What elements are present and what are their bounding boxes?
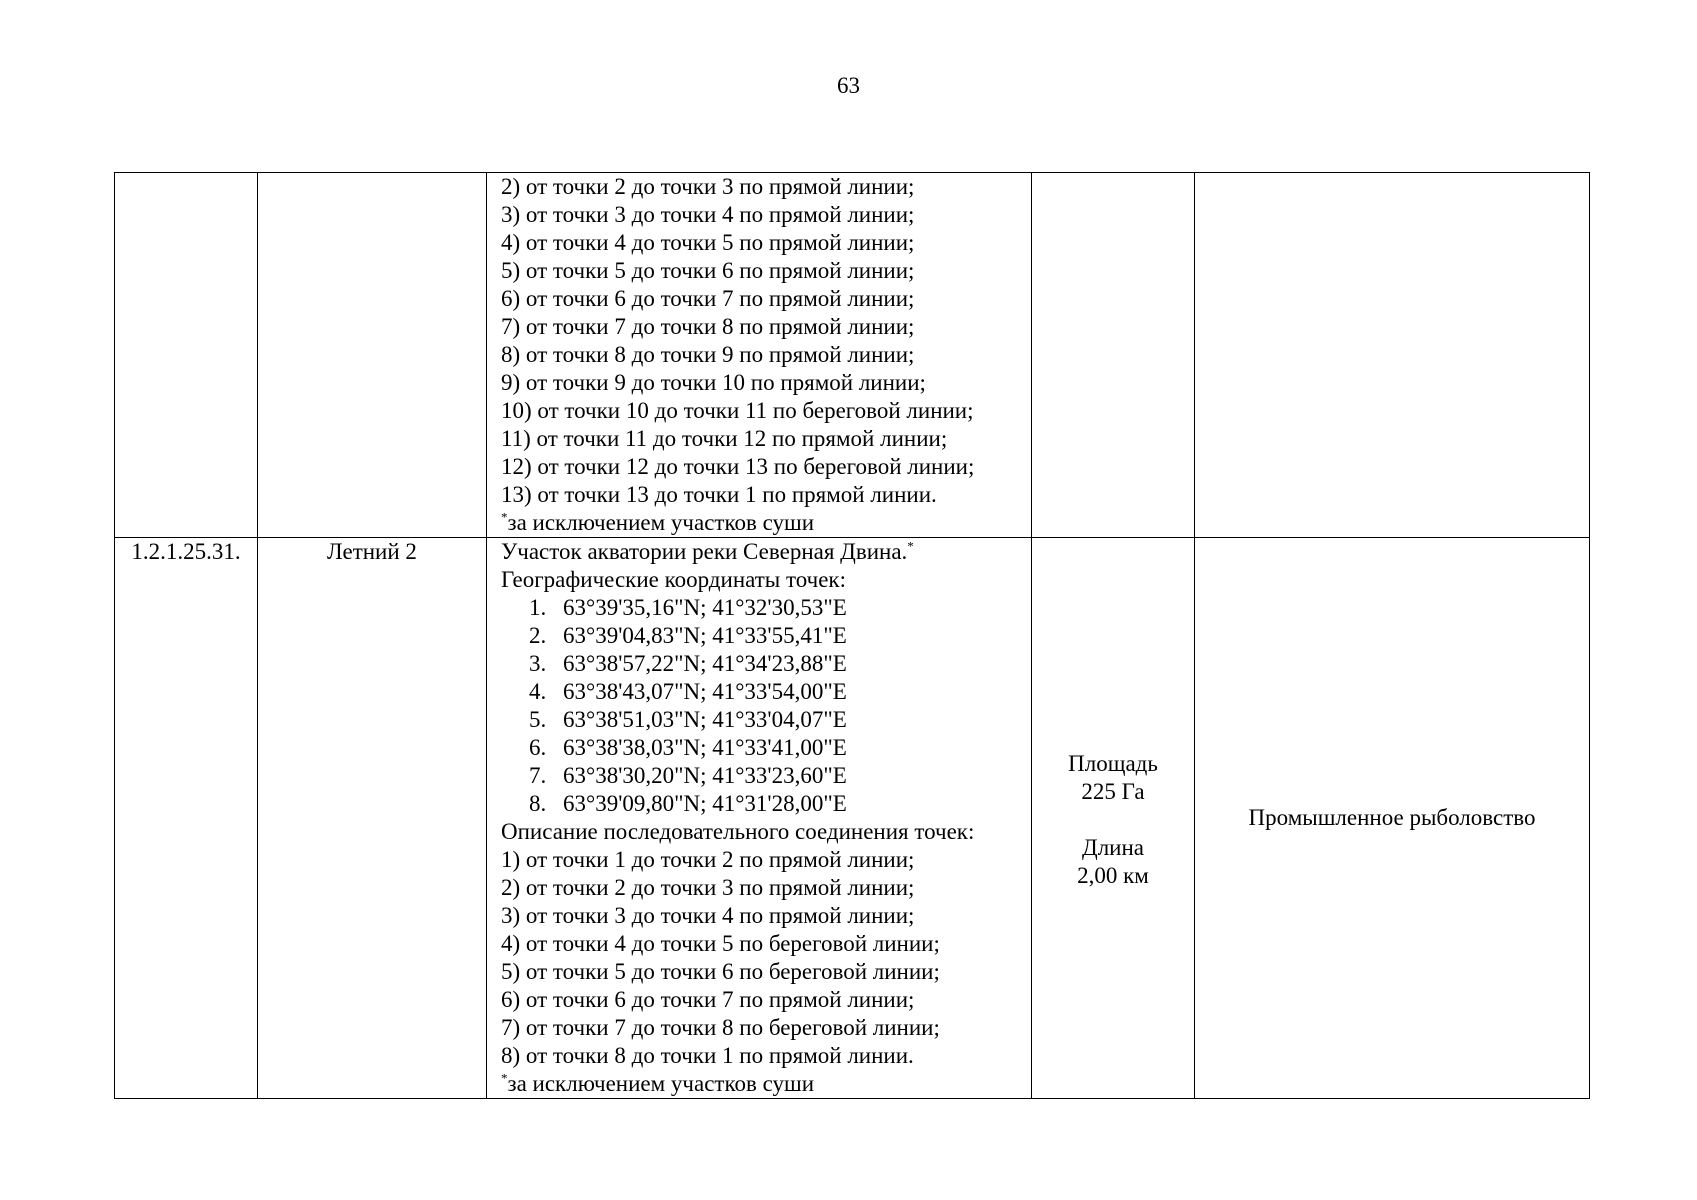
segment-line: 2) от точки 2 до точки 3 по прямой линии; [501, 875, 915, 900]
segment-line: 4) от точки 4 до точки 5 по прямой линии; [501, 230, 915, 255]
coordinate-item [501, 650, 1027, 678]
cell-metrics [1032, 173, 1195, 538]
coordinate-value: 63°39'35,16"N; 41°32'30,53"E [563, 595, 847, 620]
cell-description [487, 173, 1032, 538]
cell-purpose [1195, 173, 1590, 538]
coordinate-item [501, 734, 1027, 762]
coordinate-number: 8. [529, 791, 547, 816]
segment-line: 12) от точки 12 до точки 13 по береговой линии; [501, 454, 975, 479]
segment-line: 2) от точки 2 до точки 3 по прямой линии; [501, 174, 915, 199]
cell-description [487, 538, 1032, 1099]
area-label: Площадь [1068, 751, 1158, 776]
coordinate-item [501, 622, 1027, 650]
segment-line: 10) от точки 10 до точки 11 по береговой линии; [501, 398, 974, 423]
segment-line: 7) от точки 7 до точки 8 по прямой линии; [501, 314, 915, 339]
coordinate-number: 3. [529, 651, 547, 676]
segment-line: 6) от точки 6 до точки 7 по прямой линии; [501, 987, 915, 1012]
coords-heading: Географические координаты точек: [501, 567, 846, 592]
coordinate-number: 4. [529, 679, 547, 704]
footnote [501, 1070, 1027, 1098]
cell-number: 1.2.1.25.31. [115, 538, 258, 1099]
segment-line: 8) от точки 8 до точки 1 по прямой линии. [501, 1043, 914, 1068]
segment-line: 3) от точки 3 до точки 4 по прямой линии; [501, 903, 915, 928]
footnote-text: за исключением участков суши [507, 510, 815, 535]
segment-line: 1) от точки 1 до точки 2 по прямой линии; [501, 847, 915, 872]
segment-line: 11) от точки 11 до точки 12 по прямой линии; [501, 426, 948, 451]
area-title-text: Участок акватории реки Северная Двина. [501, 539, 908, 564]
coordinate-number: 5. [529, 707, 547, 732]
footnote-mark: * [907, 538, 914, 554]
coordinate-value: 63°38'38,03"N; 41°33'41,00"E [563, 735, 847, 760]
footnote-mark: * [501, 1070, 508, 1086]
segment-line: 4) от точки 4 до точки 5 по береговой линии; [501, 931, 940, 956]
coordinate-value: 63°39'04,83"N; 41°33'55,41"E [563, 623, 847, 648]
coordinate-value: 63°38'57,22"N; 41°34'23,88"E [563, 651, 847, 676]
area-title [501, 538, 1027, 566]
footnote [501, 509, 1027, 537]
coordinate-value: 63°38'51,03"N; 41°33'04,07"E [563, 707, 847, 732]
coordinate-value: 63°39'09,80"N; 41°31'28,00"E [563, 791, 847, 816]
coordinate-number: 1. [529, 595, 547, 620]
cell-name [258, 173, 487, 538]
segment-line: 3) от точки 3 до точки 4 по прямой линии; [501, 202, 915, 227]
coordinate-number: 6. [529, 735, 547, 760]
segment-line: 8) от точки 8 до точки 9 по прямой линии; [501, 342, 915, 367]
footnote-mark: * [501, 509, 508, 525]
segments-heading: Описание последовательного соединения точек: [501, 819, 975, 844]
segment-line: 5) от точки 5 до точки 6 по прямой линии; [501, 258, 915, 283]
segment-line: 5) от точки 5 до точки 6 по береговой линии; [501, 959, 940, 984]
cell-number [115, 173, 258, 538]
segment-line: 9) от точки 9 до точки 10 по прямой линии; [501, 370, 926, 395]
coordinates-list [501, 594, 1027, 818]
footnote-text: за исключением участков суши [507, 1071, 815, 1096]
page-number: 63 [837, 73, 860, 98]
segment-line: 7) от точки 7 до точки 8 по береговой линии; [501, 1015, 940, 1040]
coordinate-number: 7. [529, 763, 547, 788]
coordinate-value: 63°38'30,20"N; 41°33'23,60"E [563, 763, 847, 788]
cell-name: Летний 2 [258, 538, 487, 1099]
coordinate-item [501, 762, 1027, 790]
table-row-continued [115, 173, 1590, 538]
coordinate-number: 2. [529, 623, 547, 648]
cell-metrics [1032, 538, 1195, 1099]
length-value: 2,00 км [1077, 863, 1149, 888]
coordinate-item [501, 706, 1027, 734]
segment-line: 13) от точки 13 до точки 1 по прямой линии. [501, 482, 937, 507]
segment-line: 6) от точки 6 до точки 7 по прямой линии; [501, 286, 915, 311]
length-label: Длина [1082, 835, 1144, 860]
area-value: 225 Га [1081, 779, 1145, 804]
coordinate-item [501, 678, 1027, 706]
metrics-spacer [1032, 806, 1194, 834]
table-row-main [115, 538, 1590, 1099]
fishing-areas-table [114, 172, 1590, 1099]
cell-purpose: Промышленное рыболовство [1195, 538, 1590, 1099]
coordinate-item [501, 594, 1027, 622]
coordinate-item [501, 790, 1027, 818]
coordinate-value: 63°38'43,07"N; 41°33'54,00"E [563, 679, 847, 704]
